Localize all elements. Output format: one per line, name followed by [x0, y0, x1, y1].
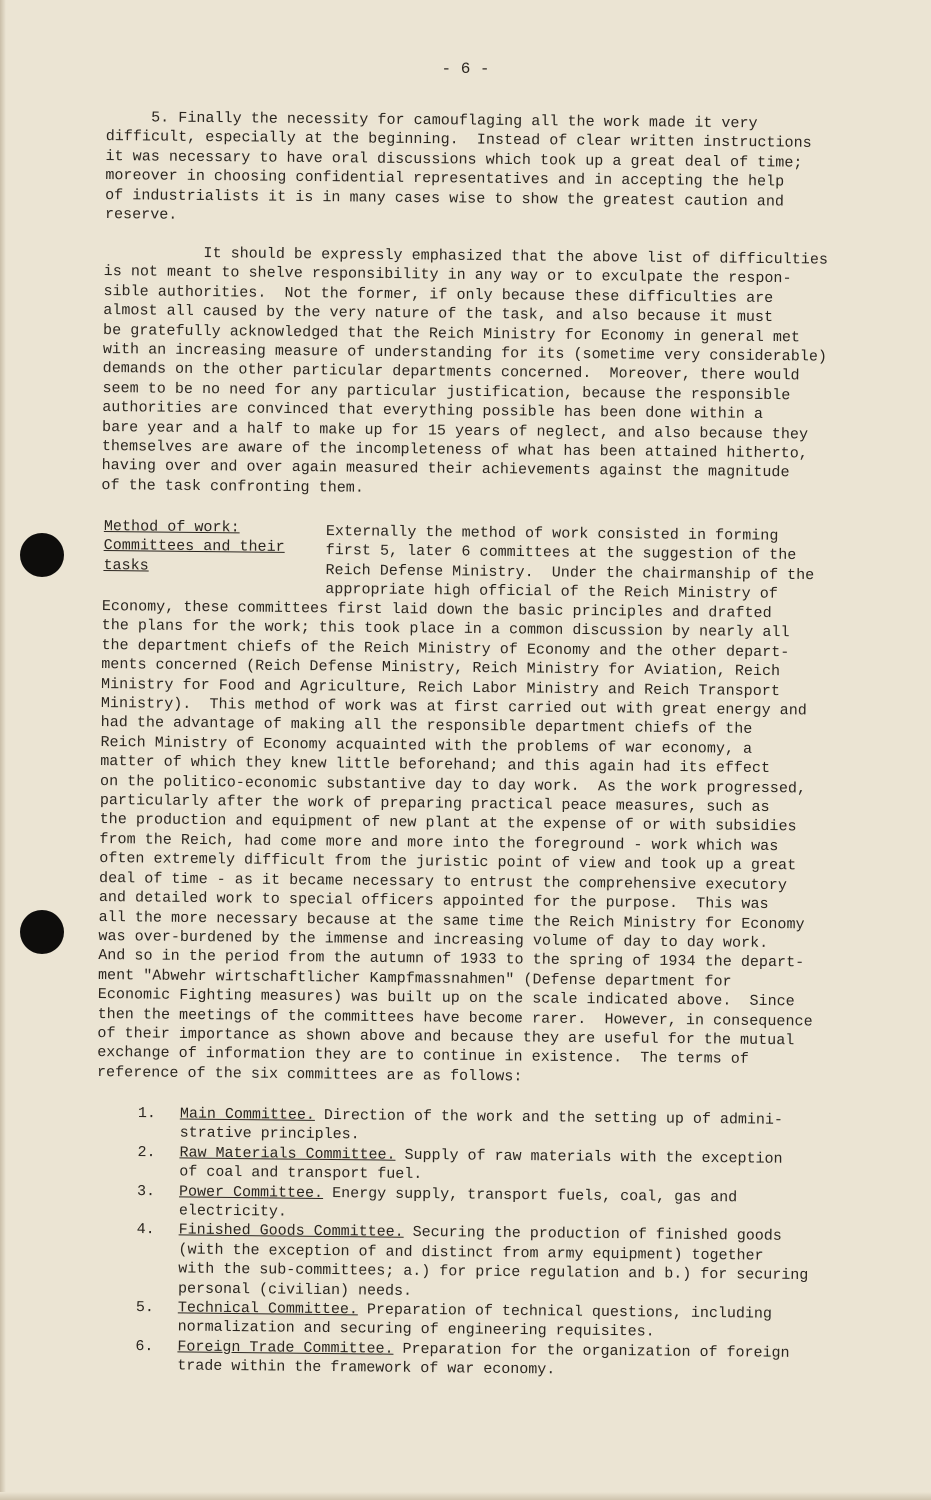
committee-item — [136, 1220, 809, 1300]
page-number: - 6 - — [441, 60, 490, 78]
committee-name: Technical Committee. — [177, 1299, 358, 1319]
committee-item — [137, 1104, 784, 1144]
page-bottom-edge — [0, 1492, 931, 1500]
committee-number: 3. — [136, 1182, 156, 1200]
paragraph-method-body: Economy, these committees first laid down the basic principles and drafted the plans for the work; this took place in a common discussion by nearly all the department chiefs of the Reich Ministry of Economy and the other depart- ments concerned (Reich Defense Ministry, Reich Ministry for Aviation, Reich Ministry for Food and Agriculture, Reich Labor Ministry and Reich Transport Ministry). This method of work was at first carried out with great energy and had the advantage of making all the responsible department chiefs of the Reich Ministry of Economy acquainted with the problems of war economy, a matter of which they knew little beforehand; and this again had its effect on the politico-economic substantive day to day work. As the work progressed, particularly after the work of preparing practical peace measures, such as the production and equipment of new plant at the expense of or with subsidies from the Reich, had come more and more into the foreground - work which was often extremely difficult from the juristic point of view and took up a great deal of time - as it became necessary to entrust the comprehensive executory and detailed work to special officers appointed for the purpose. This was all the more necessary because at the same time the Reich Ministry for Economy was over-burdened by the immense and increasing volume of day to day work. And so in the period from the autumn of 1933 to the spring of 1934 the depart- ment "Abwehr wirtschaftlicher Kampfmassnahmen" (Defense department for Economic Fighting measures) was built up on the scale indicated above. Since then the meetings of the committees have become rarer. However, in consequence of their importance as shown above and because they are useful for the mutual exchange of information they are to continue in existence. The terms of reference of the six committees are as follows: — [96, 597, 813, 1086]
committee-number: 6. — [135, 1337, 154, 1355]
paragraph-method-intro: Externally the method of work consisted in forming first 5, later 6 committees at the suggestion of the Reich Defense Ministry. Under the chairmanship of the appropriate high official of the Reich Ministry of — [325, 522, 815, 603]
side-heading-line-3: tasks — [103, 556, 149, 575]
committee-name: Foreign Trade Committee. — [177, 1338, 394, 1358]
paragraph-5: 5. Finally the necessity for camouflaging all the work made it very difficult, especially at the beginning. Instead of clear written instructions it was necessary to have oral discussions which took up a great deal of time; moreover in choosing confidential representatives and in accepting the help of industrialists it is in many cases wise to show the greatest caution and reserve. — [104, 108, 812, 224]
side-heading-line-1: Method of work: — [103, 517, 240, 537]
committee-number: 1. — [137, 1105, 157, 1123]
committee-description: Preparation of technical questions, including normalization and securing of engineering requisites. — [177, 1301, 773, 1341]
committee-name: Power Committee. — [178, 1183, 324, 1202]
side-heading-line-2: Committees and their — [103, 537, 285, 557]
page-left-edge — [0, 0, 6, 1500]
punch-hole-bottom — [20, 910, 64, 954]
committee-item — [135, 1337, 790, 1379]
committee-list — [135, 1104, 809, 1379]
committee-name: Main Committee. — [179, 1105, 316, 1124]
committee-description: Direction of the work and the setting up of admini- strative principles. — [179, 1106, 784, 1144]
paragraph-difficulties-emphasis: It should be expressly emphasized that the above list of difficulties is not meant to shelve responsibility in any way or to exculpate the respon- sible authorities. Not the former, if only because these difficulties are almost all caused by the very nature of the task, and also because it must be gratefully acknowledged that the Reich Ministry for Economy in general met with an increasing measure of understanding for its (sometime very considerable) demands on the other particular departments concerned. Moreover, there would seem to be no need for any particular justification, because the responsible authorities are convinced that everything possible has been done within a bare year and a half to make up for 15 years of neglect, and also because they themselves are aware of the incompleteness of what has been attained hitherto, having over and over again measured their achievements against the magnitude of the task confronting them. — [101, 243, 829, 497]
committee-item — [136, 1182, 738, 1221]
committee-description: Energy supply, transport fuels, coal, gas and electricity. — [178, 1184, 738, 1221]
committee-description: Preparation for the organization of foreign trade within the framework of war economy. — [177, 1340, 790, 1379]
committee-number: 4. — [136, 1221, 155, 1239]
committee-number: 5. — [135, 1298, 154, 1317]
committee-description: Supply of raw materials with the exception of coal and transport fuel. — [179, 1146, 783, 1184]
committee-item — [135, 1298, 773, 1341]
committee-description: Securing the production of finished goods (with the exception of and distinct from army equipment) together with the sub-committees; a.) for price regulation and b.) for securing personal (civilian) needs. — [177, 1224, 809, 1300]
side-heading — [103, 517, 285, 577]
committee-number: 2. — [137, 1143, 156, 1161]
punch-hole-top — [20, 533, 64, 577]
committee-item — [137, 1143, 783, 1184]
committee-name: Raw Materials Committee. — [179, 1144, 396, 1164]
committee-name: Finished Goods Committee. — [178, 1221, 404, 1242]
